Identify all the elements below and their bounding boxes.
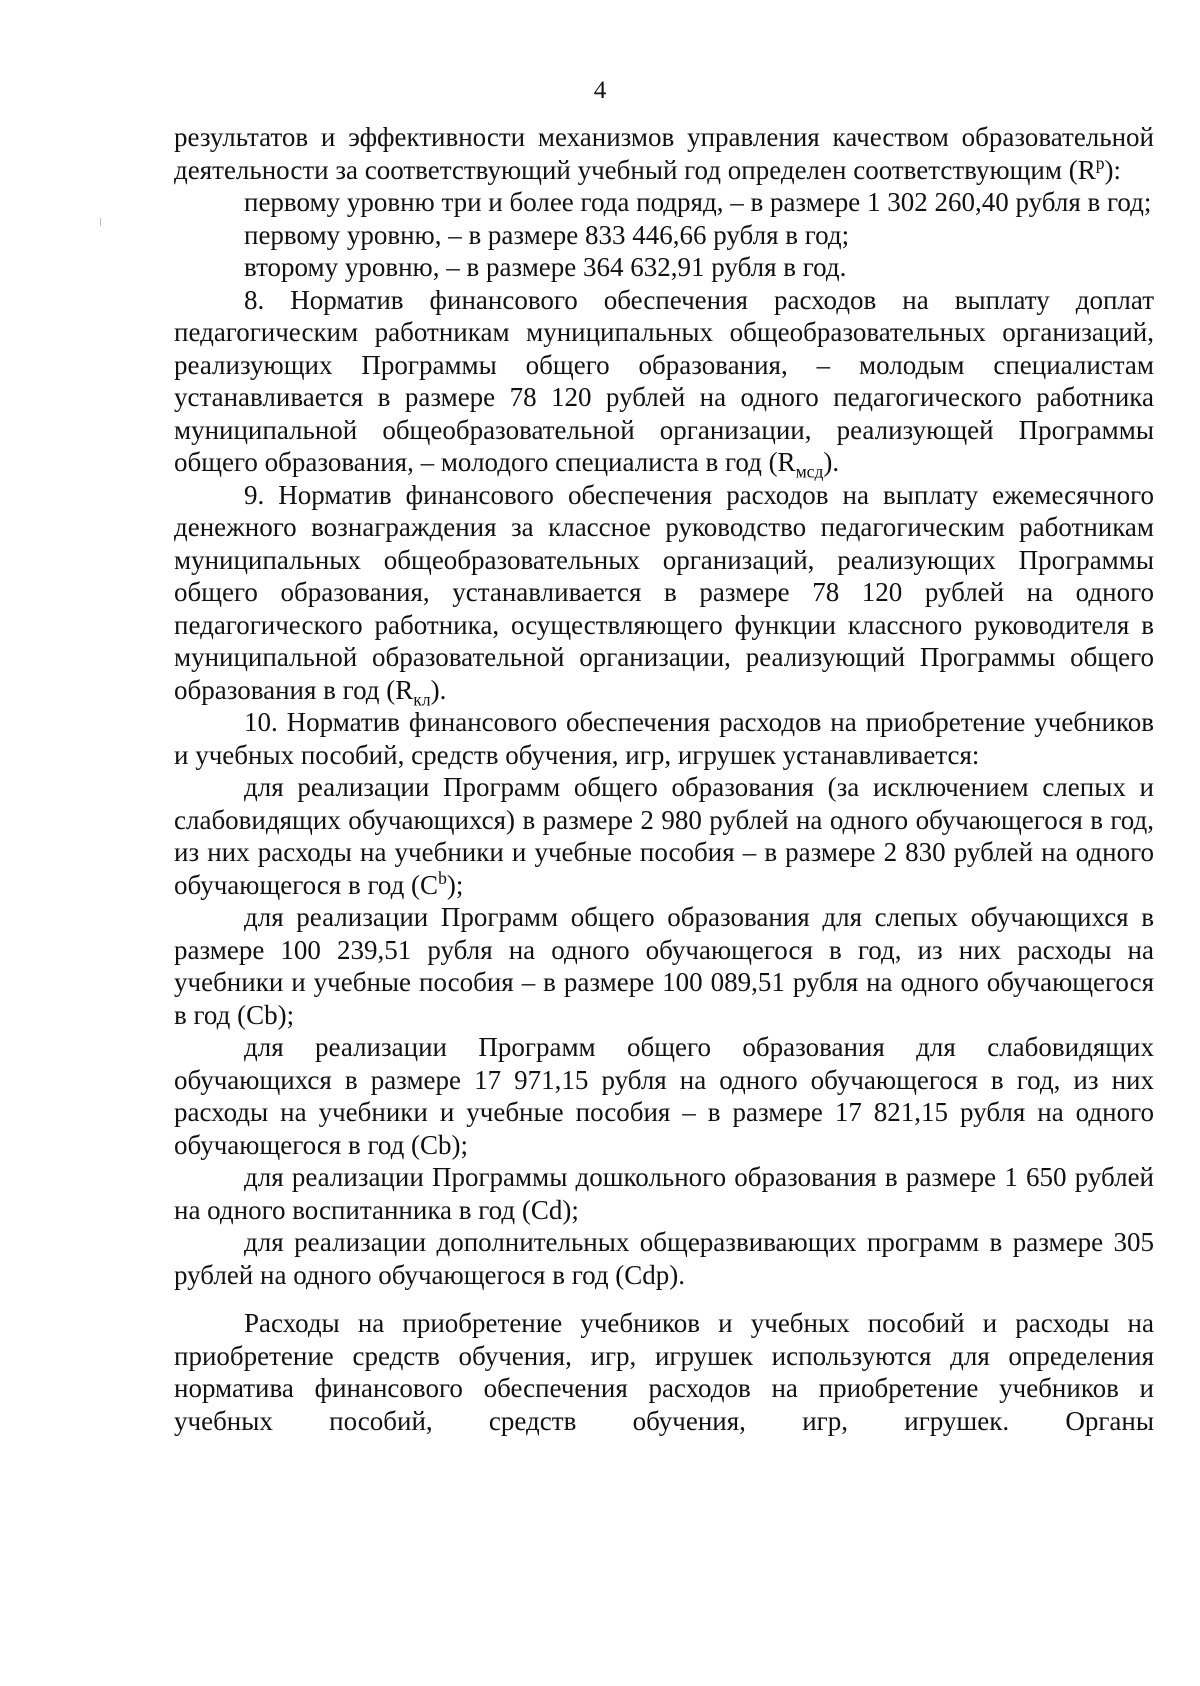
- paragraph-second-level: второму уровню, – в размере 364 632,91 рубля в год.: [244, 252, 847, 282]
- paragraph-first-level: первому уровню, – в размере 833 446,66 рубля в год;: [244, 219, 850, 250]
- paragraph-preschool: для реализации Программы дошкольного образования в размере 1 650 рублей на одного воспитанника в год (Cd);: [174, 1162, 1154, 1225]
- margin-mark: [100, 218, 101, 226]
- paragraph-visually-impaired-students: для реализации Программ общего образования для слабовидящих обучающихся в размере 17 971,15 рубля на одного обучающегося в год, из них расходы на учебники и учебные пособия – в размере 17 821,15 рубля на одного обучающегося в год (Cb);: [174, 1032, 1154, 1160]
- paragraph-additional-programs: для реализации дополнительных общеразвивающих программ в размере 305 рублей на одного обучающегося в год (Cdp).: [174, 1227, 1154, 1290]
- page-number: 4: [593, 77, 607, 104]
- paragraph-first-level-3-years: первому уровню три и более года подряд, – в размере 1 302 260,40 рубля в год;: [244, 187, 1152, 217]
- paragraph-item-8: 8. Норматив финансового обеспечения расходов на выплату доплат педагогическим работникам муниципальных общеобразовательных организаций, реализующих Программы общего образования, – молодым специалистам устанавливается в размере 78 120 рублей на одного педагогического работника муниципальной общеобразовательной организации, реализующей Программы общего образования, – молодого специалиста в год $(R_{мсд})$.: [174, 284, 1154, 482]
- paragraph-expenses: Расходы на приобретение учебников и учебных пособий и расходы на приобретение средств обучения, игр, игрушек используются для определения норматива финансового обеспечения расходов на приобретение учебников и учебных пособий, средств обучения, игр, игрушек. Органы: [174, 1308, 1154, 1436]
- paragraph-item-9: 9. Норматив финансового обеспечения расходов на выплату ежемесячного денежного вознаграждения за классное руководство педагогическим работникам муниципальных общеобразовательных организаций, реализующих Программы общего образования, устанавливается в размере 78 120 рублей на одного педагогического работника, осуществляющего функции классного руководителя в муниципальной образовательной организации, реализующий Программы общего образования в год $(R_{кл})$.: [174, 479, 1154, 709]
- document-body: [174, 121, 1154, 1437]
- paragraph-item-10: 10. Норматив финансового обеспечения расходов на приобретение учебников и учебных пособий, средств обучения, игр, игрушек устанавливается:: [174, 707, 1154, 770]
- paragraph-continuation: результатов и эффективности механизмов управления качеством образовательной деятельности за соответствующий учебный год определен соответствующим $(R^p)$:: [174, 122, 1154, 185]
- paragraph-general-education: для реализации Программ общего образования (за исключением слепых и слабовидящих обучающихся) в размере 2 980 рублей на одного обучающегося в год, из них расходы на учебники и учебные пособия – в размере 2 830 рублей на одного обучающегося в год $(C^b)$;: [174, 772, 1154, 900]
- paragraph-blind-students: для реализации Программ общего образования для слепых обучающихся в размере 100 239,51 рубля на одного обучающегося в год, из них расходы на учебники и учебные пособия – в размере 100 089,51 рубля на одного обучающегося в год (Cb);: [174, 902, 1154, 1030]
